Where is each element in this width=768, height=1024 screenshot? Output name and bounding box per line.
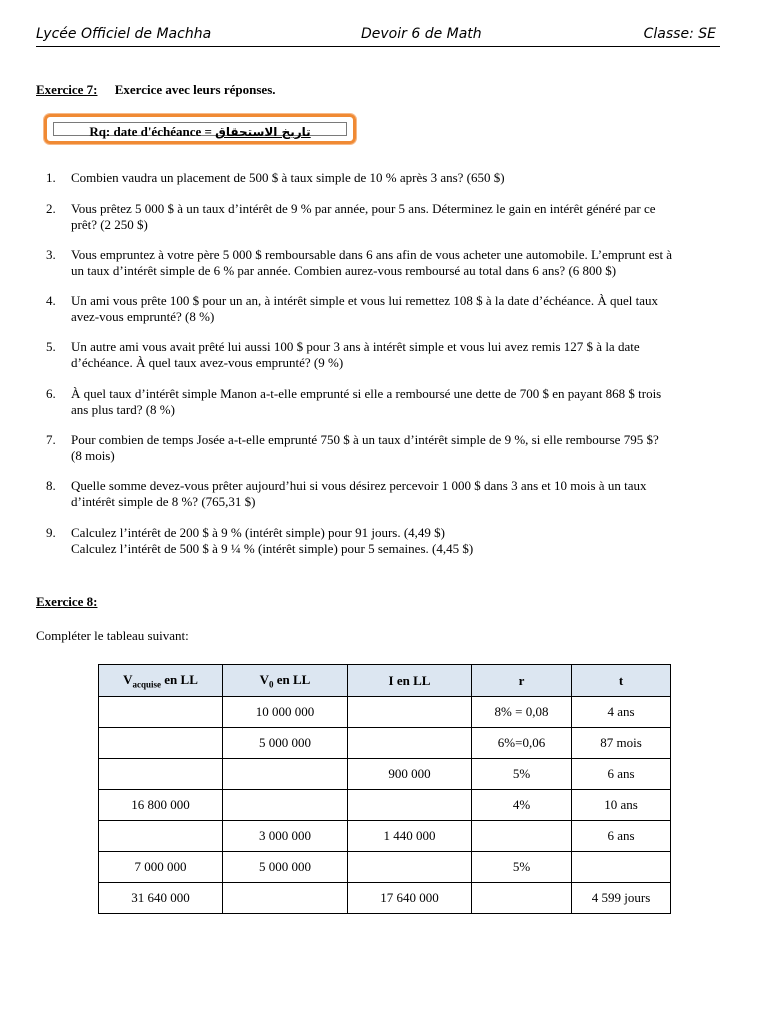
question-line: Calculez l’intérêt de 500 $ à 9 ¼ % (intérêt simple) pour 5 semaines. (4,45 $) (71, 541, 474, 556)
question-line: prêt? (2 250 $) (71, 217, 148, 232)
table-cell (99, 821, 223, 852)
table-cell: 900 000 (348, 759, 472, 790)
question-text (71, 201, 736, 233)
exercise-7-title: Exercice 7: (36, 82, 98, 97)
question-line: (8 mois) (71, 448, 115, 463)
table-cell: 5% (472, 759, 572, 790)
table-cell: 1 440 000 (348, 821, 472, 852)
exercise-8-title: Exercice 8: (36, 594, 98, 609)
question-line: Un autre ami vous avait prêté lui aussi 100 $ pour 3 ans à intérêt simple et vous lui avez remis 127 $ à la date (71, 339, 640, 354)
table-cell: 5% (472, 852, 572, 883)
interest-table (98, 664, 671, 914)
exercise-8-heading (36, 594, 97, 610)
question-number: 1. (46, 170, 56, 185)
table-cell: 4 ans (572, 697, 671, 728)
question-number: 5. (46, 339, 56, 354)
table-cell (99, 728, 223, 759)
question-text (71, 386, 736, 418)
table-cell: 10 ans (572, 790, 671, 821)
table-cell: 5 000 000 (223, 852, 348, 883)
question-line: Calculez l’intérêt de 200 $ à 9 % (intérêt simple) pour 91 jours. (4,49 $) (71, 525, 446, 540)
table-cell: 4% (472, 790, 572, 821)
table-body (99, 697, 671, 914)
question-text (71, 293, 736, 325)
table-cell (223, 883, 348, 914)
exercise-7-subtitle: Exercice avec leurs réponses. (114, 82, 276, 97)
header-main: I en LL (388, 672, 431, 688)
header-main: r (518, 672, 525, 688)
table-row (99, 821, 671, 852)
question-number: 6. (46, 386, 56, 401)
header-subscript: acquise (132, 679, 162, 690)
question-line: d’échéance. À quel taux avez-vous emprunté? (9 %) (71, 355, 344, 370)
page-header (36, 24, 720, 47)
class-label: Classe: SE (643, 26, 716, 42)
question-text (71, 339, 736, 371)
table-cell: 10 000 000 (223, 697, 348, 728)
table-cell: 87 mois (572, 728, 671, 759)
table-row (99, 759, 671, 790)
table-row (99, 852, 671, 883)
exercise-7-heading (36, 82, 276, 98)
question-line: Un ami vous prête 100 $ pour un an, à intérêt simple et vous lui remettez 108 $ à la date d’échéance. À quel taux (71, 293, 658, 308)
question-number: 9. (46, 525, 56, 540)
header-main: V (123, 671, 133, 687)
table-cell: 3 000 000 (223, 821, 348, 852)
header-tail: en LL (161, 671, 198, 687)
question-line: Combien vaudra un placement de 500 $ à taux simple de 10 % après 3 ans? (650 $) (71, 170, 505, 185)
table-header-cell (348, 665, 472, 697)
note-text (54, 124, 346, 140)
table-row (99, 790, 671, 821)
header-main: V (259, 671, 270, 687)
note-box (44, 114, 356, 144)
question-line: d’intérêt simple de 8 %? (765,31 $) (71, 494, 256, 509)
table-cell: 31 640 000 (99, 883, 223, 914)
question-number: 3. (46, 247, 56, 262)
question-line: À quel taux d’intérêt simple Manon a-t-elle emprunté si elle a remboursé une dette de 700 $ en payant 868 $ trois (71, 386, 662, 401)
exercise-8-intro: Compléter le tableau suivant: (36, 628, 189, 643)
header-tail: en LL (273, 671, 311, 687)
table-cell: 6 ans (572, 759, 671, 790)
question-number: 7. (46, 432, 56, 447)
question-line: ans plus tard? (8 %) (71, 402, 175, 417)
table-cell (348, 790, 472, 821)
note-prefix: Rq: date d'échéance = (89, 124, 216, 139)
table-row (99, 883, 671, 914)
question-line: Vous empruntez à votre père 5 000 $ remboursable dans 6 ans afin de vous acheter une automobile. L’emprunt est à (71, 247, 673, 262)
table-header-cell (472, 665, 572, 697)
table-cell (472, 821, 572, 852)
question-number: 4. (46, 293, 56, 308)
table-cell (223, 759, 348, 790)
table-cell: 4 599 jours (572, 883, 671, 914)
question-line: Quelle somme devez-vous prêter aujourd’hui si vous désirez percevoir 1 000 $ dans 3 ans et 10 mois à un taux (71, 478, 647, 493)
table-cell: 16 800 000 (99, 790, 223, 821)
question-text (71, 525, 736, 557)
table-cell (348, 697, 472, 728)
table-header-cell (223, 665, 348, 697)
note-arabic: تاريخ الاستحقاق (215, 125, 311, 139)
table-cell (472, 883, 572, 914)
note-box-inner (53, 122, 347, 139)
table-cell (572, 852, 671, 883)
question-text (71, 478, 736, 510)
question-number: 8. (46, 478, 56, 493)
table-header-cell (572, 665, 671, 697)
question-line: Pour combien de temps Josée a-t-elle emprunté 750 $ à un taux d’intérêt simple de 9 %, si elle rembourse 795 $? (71, 432, 659, 447)
question-line: Vous prêtez 5 000 $ à un taux d’intérêt de 9 % par année, pour 5 ans. Déterminez le gain en intérêt généré par ce (71, 201, 656, 216)
table-cell: 7 000 000 (99, 852, 223, 883)
question-text (71, 247, 736, 279)
question-line: avez-vous emprunté? (8 %) (71, 309, 215, 324)
school-name: Lycée Officiel de Machha (36, 26, 212, 42)
question-number: 2. (46, 201, 56, 216)
table-header-row (99, 665, 671, 697)
table-cell (99, 697, 223, 728)
table-row (99, 697, 671, 728)
question-line: un taux d’intérêt simple de 6 % par année. Combien aurez-vous remboursé au total dans 6 ans? (6 800 $) (71, 263, 617, 278)
table-cell (223, 790, 348, 821)
table-cell: 8% = 0,08 (472, 697, 572, 728)
table-row (99, 728, 671, 759)
table-cell (348, 852, 472, 883)
question-text (71, 170, 736, 186)
table-header-cell (99, 665, 223, 697)
table-cell: 6 ans (572, 821, 671, 852)
table-cell (348, 728, 472, 759)
table-cell: 17 640 000 (348, 883, 472, 914)
table-cell: 6%=0,06 (472, 728, 572, 759)
header-main: t (618, 672, 624, 688)
table-cell (99, 759, 223, 790)
question-text (71, 432, 736, 464)
header-subscript: 0 (269, 679, 274, 690)
assignment-title: Devoir 6 de Math (361, 26, 482, 42)
table-cell: 5 000 000 (223, 728, 348, 759)
